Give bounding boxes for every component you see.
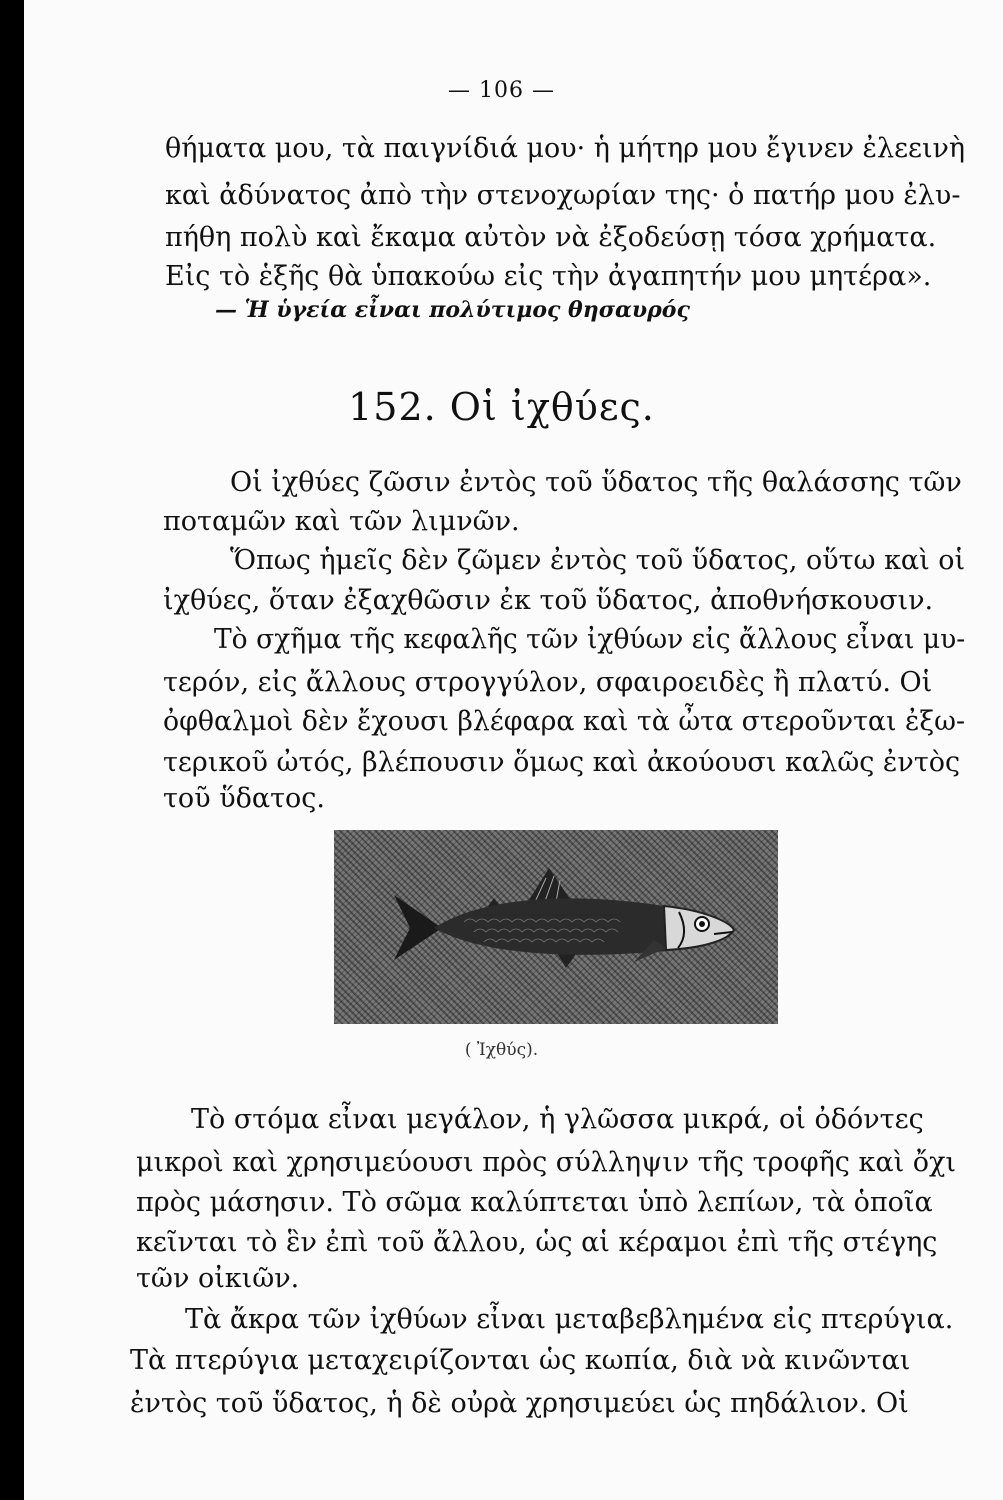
text-line: θήματα μου, τὰ παιγνίδιά μου· ἡ μήτηρ μου ἔγινεν ἐλεεινὴ: [165, 133, 966, 164]
section-title: 152. Οἱ ἰχθύες.: [348, 385, 655, 429]
text-line: ἐντὸς τοῦ ὕδατος, ἡ δὲ οὐρὰ χρησιμεύει ὡς πηδάλιον. Οἱ: [130, 1388, 909, 1419]
text-line: πήθη πολὺ καὶ ἔκαμα αὐτὸν νὰ ἐξοδεύσῃ τόσα χρήματα.: [165, 222, 937, 253]
text-line: ὀφθαλμοὶ δὲν ἔχουσι βλέφαρα καὶ τὰ ὦτα στεροῦνται ἐξω-: [163, 706, 966, 737]
text-line: πρὸς μάσησιν. Τὸ σῶμα καλύπτεται ὑπὸ λεπίων, τὰ ὁποῖα: [136, 1187, 933, 1218]
text-line: τερόν, εἰς ἄλλους στρογγύλον, σφαιροειδὲς ἢ πλατύ. Οἱ: [163, 667, 933, 698]
fish-illustration: [334, 830, 778, 1024]
text-line: Τὰ ἄκρα τῶν ἰχθύων εἶναι μεταβεβλημένα εἰς πτερύγια.: [185, 1304, 954, 1335]
text-line: ποταμῶν καὶ τῶν λιμνῶν.: [163, 506, 520, 537]
scan-edge: [0, 0, 24, 1500]
text-line: καὶ ἀδύνατος ἀπὸ τὴν στενοχωρίαν της· ὁ πατήρ μου ἐλυ-: [165, 180, 961, 211]
text-line: τῶν οἰκιῶν.: [136, 1263, 300, 1294]
text-line: Τὸ σχῆμα τῆς κεφαλῆς τῶν ἰχθύων εἰς ἄλλους εἶναι μυ-: [214, 624, 966, 655]
text-line: Τὰ πτερύγια μεταχειρίζονται ὡς κωπία, διὰ νὰ κινῶνται: [130, 1345, 911, 1376]
page-number: — 106 —: [448, 78, 555, 103]
text-line: τοῦ ὕδατος.: [163, 783, 325, 814]
fish-icon: [334, 830, 778, 1024]
text-line: τερικοῦ ὠτός, βλέπουσιν ὅμως καὶ ἀκούουσι καλῶς ἐντὸς: [163, 747, 961, 778]
proverb: — Ἡ ὑγεία εἶναι πολύτιμος θησαυρός: [215, 297, 690, 323]
text-line: Τὸ στόμα εἶναι μεγάλον, ἡ γλῶσσα μικρά, οἱ ὀδόντες: [191, 1104, 924, 1135]
text-line: μικροὶ καὶ χρησιμεύουσι πρὸς σύλληψιν τῆς τροφῆς καὶ ὄχι: [136, 1147, 956, 1178]
text-line: Οἱ ἰχθύες ζῶσιν ἐντὸς τοῦ ὕδατος τῆς θαλάσσης τῶν: [230, 467, 962, 498]
text-line: ἰχθύες, ὅταν ἐξαχθῶσιν ἐκ τοῦ ὕδατος, ἀποθνήσκουσιν.: [163, 585, 934, 616]
text-line: Ὅπως ἡμεῖς δὲν ζῶμεν ἐντὸς τοῦ ὕδατος, οὕτω καὶ οἱ: [230, 545, 966, 576]
text-line: Εἰς τὸ ἑξῆς θὰ ὑπακούω εἰς τὴν ἀγαπητήν μου μητέρα».: [165, 261, 932, 292]
text-line: κεῖνται τὸ ἓν ἐπὶ τοῦ ἄλλου, ὡς αἱ κέραμοι ἐπὶ τῆς στέγης: [136, 1227, 938, 1258]
figure-caption: ( Ἰχθύς).: [464, 1040, 539, 1060]
